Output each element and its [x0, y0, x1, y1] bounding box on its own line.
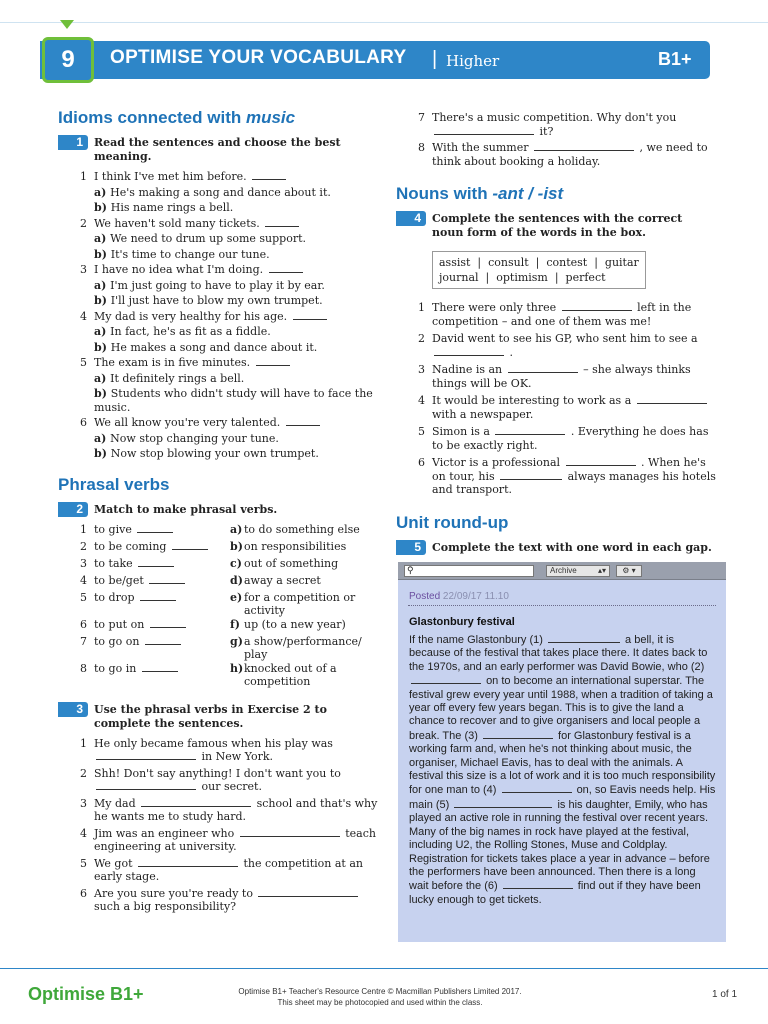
question-text [94, 416, 322, 430]
sentence-part: . [509, 345, 513, 359]
section-title-idioms: Idioms connected with music [58, 108, 296, 127]
answer-blank [138, 857, 238, 867]
item-text: out of something [244, 556, 339, 570]
item-number: 1 [80, 522, 87, 536]
sentence-part: always manages his hotels and transport. [432, 469, 716, 496]
item-label: to give [94, 522, 132, 536]
gear-icon: ⚙ ▾ [622, 566, 636, 575]
question-stem: We all know you're very talented. [94, 416, 281, 429]
option-text: It's time to change our tune. [110, 247, 270, 261]
answer-blank [637, 394, 707, 404]
answer-blank [258, 887, 358, 897]
answer-blank [286, 416, 320, 426]
exercise-number: 1 [58, 135, 88, 150]
sentence-number: 6 [80, 886, 87, 900]
question [80, 310, 378, 324]
answer-blank [150, 618, 186, 628]
sentence-text [432, 141, 716, 168]
sentence-part: Simon is a [432, 425, 490, 438]
item-text [94, 635, 183, 662]
item-number: 8 [80, 661, 87, 675]
exercise-instruction: Complete the sentences with the correct noun form of the words in the box. [432, 212, 683, 239]
option-a [80, 186, 378, 200]
answer-blank [562, 301, 632, 311]
item-letter: d) [230, 573, 243, 587]
sentence-part: We got [94, 856, 133, 870]
option-letter: b) [94, 447, 111, 460]
phrasal-left-item [80, 540, 216, 557]
answer-blank [534, 141, 634, 151]
sentence [418, 394, 716, 421]
answer-blank [495, 425, 565, 435]
sentence-part: With the summer [432, 141, 529, 154]
item-letter: a) [230, 522, 243, 536]
phrasal-right-list [230, 523, 370, 689]
sentence-part: such a big responsibility? [94, 900, 237, 913]
answer-blank [172, 540, 208, 550]
sentence [80, 887, 378, 914]
sentence [418, 111, 716, 138]
posted-label: Posted [409, 591, 441, 602]
sentence-number: 3 [80, 796, 87, 810]
answer-blank [252, 170, 286, 180]
dropdown-arrows-icon: ▴▾ [597, 566, 606, 575]
sentence-part: – she always thinks things will be OK. [432, 363, 691, 390]
option-text: I'm just going to have to play it by ear. [110, 278, 325, 292]
gap-blank [454, 798, 552, 808]
phrasal-right-item [230, 618, 370, 635]
sentence-number: 5 [418, 425, 425, 438]
sentence-part: the competition at an early stage. [94, 856, 363, 883]
sentence-part: There's a music competition. Why don't you [432, 111, 677, 124]
level-label: Higher [446, 52, 500, 70]
question-stem: I think I've met him before. [94, 170, 247, 183]
option-letter: a) [94, 431, 111, 445]
blog-text: If the name Glastonbury (1) a bell, it is because of the festival that takes place there. It dates back to the 1970s, and an early performer was David Bowie, who (2) on to become an international superstar. The festival grew every year until 1988, when a tradition of taking a year off every few years began. This is to give the land a chance to recover and to give organisers and local people a break. The (3) for Glastonbury festival is a working farm and, when he's not thinking about music, the organiser, Michael Eavis, has to deal with the animals. A festival this size is a lot of work and it is too much responsibility for one man to (4) on, so Eavis needs help. His main (5) is his daughter, Emily, who has played an active role in running the festival over recent years. Many of the big names in rock have played at the festival, including U2, the Rolling Stones, Muse and Coldplay. Registration for tickets takes place a year in advance – before the performers have been announced. Then there is a long wait before the (6) find out if they have been lucky enough to get tickets. [409, 634, 716, 906]
option-letter: b) [94, 247, 111, 261]
sentence [418, 425, 716, 452]
blog-panel [398, 562, 726, 942]
phrasal-left-item [80, 557, 216, 574]
sentence-part: left in the competition – and one of them was me! [432, 301, 692, 328]
option-letter: b) [94, 387, 111, 400]
phrasal-right-item [230, 591, 370, 618]
sentence-text [94, 737, 378, 764]
sentence [80, 767, 378, 794]
option-text: We need to drum up some support. [110, 232, 307, 245]
phrasal-right-item [230, 557, 370, 574]
sentence-part: Jim was an engineer who [94, 826, 235, 840]
option-b [80, 387, 378, 414]
sentence-part: . Everything he does has to be exactly right. [432, 425, 709, 452]
item-number: 2 [80, 539, 87, 553]
answer-blank [240, 827, 340, 837]
item-label: to be/get [94, 573, 144, 587]
exercise-instruction: Read the sentences and choose the best meaning. [94, 136, 341, 163]
exercise-4-items [396, 301, 716, 497]
answer-blank [137, 523, 173, 533]
option-text: Now stop blowing your own trumpet. [110, 447, 319, 460]
answer-blank [265, 217, 299, 227]
footer-rule [0, 968, 768, 969]
option-letter: a) [94, 325, 111, 338]
item-text [94, 540, 210, 557]
sentence-number: 7 [418, 111, 425, 124]
triangle-marker-icon [60, 20, 74, 29]
question-text [94, 170, 288, 184]
answer-blank [96, 750, 196, 760]
item-letter: c) [230, 556, 242, 570]
item-text [94, 618, 188, 635]
question-number: 2 [80, 216, 87, 230]
question [80, 263, 378, 277]
item-text [94, 557, 176, 574]
sentence-number: 3 [418, 363, 425, 376]
item-letter: b) [230, 539, 243, 553]
answer-blank [500, 470, 562, 480]
sentence-part: It would be interesting to work as a [432, 394, 632, 407]
answer-blank [96, 780, 196, 790]
sentence-part: David went to see his GP, who sent him to see a [432, 332, 698, 345]
item-letter: h) [230, 661, 244, 675]
answer-blank [293, 310, 327, 320]
footer-logo: Optimise B1+ [28, 984, 144, 1004]
answer-blank [138, 557, 174, 567]
exercise-number: 5 [396, 540, 426, 555]
option-text: His name rings a bell. [110, 201, 234, 214]
exercise-3-items [58, 737, 378, 914]
question-text [94, 263, 305, 277]
item-number: 4 [80, 573, 87, 587]
option-b [80, 294, 378, 308]
item-text: away a secret [244, 573, 321, 587]
option-text: Students who didn't study will have to face the music. [94, 387, 373, 414]
option-b [80, 341, 378, 355]
item-text [94, 591, 178, 618]
item-label: to be coming [94, 539, 167, 553]
option-text: He makes a song and dance about it. [110, 340, 318, 354]
answer-blank [256, 356, 290, 366]
item-text [94, 523, 175, 540]
item-number: 6 [80, 617, 87, 631]
settings-dropdown[interactable] [616, 565, 642, 577]
post-meta [398, 580, 726, 602]
option-text: I'll just have to blow my own trumpet. [110, 294, 323, 307]
exercise-number: 2 [58, 502, 88, 517]
section-title-phrasal-verbs: Phrasal verbs [58, 474, 170, 494]
phrasal-left-item [80, 618, 216, 635]
phrasal-right-item [230, 574, 370, 591]
footer-copyright: Optimise B1+ Teacher's Resource Centre © Macmillan Publishers Limited 2017. This sheet may be photocopied and used within the class. [238, 987, 522, 1007]
sentence-part: Victor is a professional [432, 456, 561, 469]
sentence-number: 4 [80, 826, 87, 840]
sentence-part: with a newspaper. [432, 407, 534, 421]
option-a [80, 325, 378, 339]
item-text: knocked out of a competition [244, 661, 337, 688]
exercise-number: 3 [58, 702, 88, 717]
answer-blank [434, 125, 534, 135]
item-number: 5 [80, 590, 87, 604]
option-letter: a) [94, 371, 111, 385]
item-label: to go in [94, 661, 137, 675]
sentence-number: 4 [418, 394, 425, 407]
gap-blank [483, 729, 553, 739]
sentence-part: school and that's why he wants me to study hard. [94, 796, 378, 823]
sentence [418, 301, 716, 328]
word-box: assist | consult | contest | guitar journal | optimism | perfect [432, 251, 646, 289]
sentence-number: 2 [80, 766, 87, 780]
option-letter: b) [94, 340, 111, 354]
sentence [80, 827, 378, 854]
item-number: 7 [80, 634, 87, 648]
option-b [80, 447, 378, 461]
option-text: In fact, he's as fit as a fiddle. [110, 325, 271, 338]
exercise-5-header [396, 541, 716, 555]
question-stem: We haven't sold many tickets. [94, 216, 260, 230]
sentence-part: teach engineering at university. [94, 826, 376, 853]
item-letter: g) [230, 634, 243, 648]
exercise-3-header [58, 703, 378, 731]
option-letter: b) [94, 294, 111, 307]
sentence-part: it? [539, 124, 554, 138]
sentence-text [432, 301, 716, 328]
sentence-number: 5 [80, 856, 87, 870]
left-column [58, 108, 378, 914]
question-text [94, 217, 301, 231]
question [80, 170, 378, 184]
question-number: 1 [80, 170, 87, 183]
phrasal-right-item [230, 662, 370, 689]
sentence-part: Shh! Don't say anything! I don't want you to [94, 766, 341, 780]
question-text [94, 310, 329, 324]
option-a [80, 432, 378, 446]
question-stem: The exam is in five minutes. [94, 356, 251, 369]
answer-blank [142, 662, 178, 672]
option-letter: a) [94, 232, 111, 245]
option-letter: b) [94, 201, 111, 214]
phrasal-left-item [80, 662, 216, 679]
archive-dropdown[interactable]: Archive ▴▾ [546, 565, 610, 577]
section-title-nouns: Nouns with -ant / -ist [396, 184, 564, 203]
search-input[interactable] [404, 565, 534, 577]
option-letter: a) [94, 278, 111, 292]
phrasal-right-item [230, 635, 370, 662]
top-rule [0, 22, 768, 23]
sentence [418, 456, 716, 497]
sentence-part: . When he's on tour, his [432, 456, 706, 483]
sentence-part: He only became famous when his play was [94, 736, 333, 750]
exercise-2-header [58, 503, 378, 517]
sentence-part: My dad [94, 796, 136, 810]
question [80, 416, 378, 430]
sentence-text [94, 827, 378, 854]
item-number: 3 [80, 556, 87, 570]
option-b [80, 248, 378, 262]
answer-blank [141, 797, 251, 807]
phrasal-left-list [80, 523, 230, 689]
option-letter: a) [94, 185, 111, 199]
question-stem: I have no idea what I'm doing. [94, 263, 264, 276]
item-label: to put on [94, 617, 145, 631]
sentence-number: 1 [418, 301, 425, 314]
answer-blank [508, 363, 578, 373]
phrasal-right-item [230, 523, 370, 540]
sentence-part: There were only three [432, 301, 557, 314]
phrasal-left-item [80, 635, 216, 662]
sentence-text [432, 456, 716, 497]
sentence [80, 797, 378, 824]
item-text: up (to a new year) [244, 617, 346, 631]
answer-blank [149, 574, 185, 584]
question [80, 217, 378, 231]
gap-blank [503, 879, 573, 889]
phrasal-left-item [80, 591, 216, 618]
item-letter: e) [230, 590, 243, 604]
sentence-part: , we need to think about booking a holiday. [432, 141, 708, 168]
unit-number: 9 [42, 37, 94, 83]
item-label: to go on [94, 634, 140, 648]
item-label: to take [94, 556, 133, 570]
sentence-text [94, 857, 378, 884]
item-text [94, 662, 180, 679]
sentence [80, 857, 378, 884]
item-label: to drop [94, 590, 135, 604]
level-code: B1+ [658, 49, 692, 69]
sentence [418, 141, 716, 168]
sentence-number: 1 [80, 736, 87, 750]
answer-blank [566, 456, 636, 466]
sentence-text [94, 797, 378, 824]
exercise-1-header [58, 136, 378, 164]
exercise-2-items [58, 523, 378, 689]
gap-blank [411, 674, 481, 684]
option-text: He's making a song and dance about it. [110, 185, 331, 199]
exercise-instruction: Match to make phrasal verbs. [94, 502, 278, 516]
option-text: Now stop changing your tune. [110, 431, 279, 445]
sentence-text [94, 887, 378, 914]
gap-blank [502, 783, 572, 793]
answer-blank [434, 346, 504, 356]
item-text: for a competition or activity [244, 590, 356, 617]
sentence-part: our secret. [201, 780, 262, 793]
posted-date: 22/09/17 11.10 [442, 591, 509, 602]
sentence-number: 6 [418, 456, 425, 469]
sentence-part: Nadine is an [432, 363, 503, 376]
search-icon: ⚲ [407, 566, 414, 576]
answer-blank [140, 591, 176, 601]
answer-blank [145, 635, 181, 645]
phrasal-right-item [230, 540, 370, 557]
exercise-instruction: Use the phrasal verbs in Exercise 2 to complete the sentences. [94, 702, 327, 730]
question-number: 6 [80, 416, 87, 429]
option-a [80, 232, 378, 246]
sentence [418, 332, 716, 359]
sentence-text [432, 394, 716, 421]
sentence-part: Are you sure you're ready to [94, 886, 253, 900]
sentence-text [94, 767, 378, 794]
question-number: 5 [80, 356, 87, 369]
blog-toolbar [398, 562, 726, 580]
item-letter: f) [230, 617, 240, 631]
question-number: 4 [80, 309, 87, 323]
item-text: to do something else [244, 522, 360, 536]
item-text: a show/performance/ play [244, 634, 362, 661]
question-text [94, 356, 292, 370]
page-title: OPTIMISE YOUR VOCABULARY [110, 47, 407, 68]
question-stem: My dad is very healthy for his age. [94, 309, 288, 323]
item-text: on responsibilities [244, 539, 347, 553]
exercise-number: 4 [396, 211, 426, 226]
sentence-text [432, 363, 716, 390]
question [80, 356, 378, 370]
section-title-round-up: Unit round-up [396, 512, 509, 532]
sentence-text [432, 332, 716, 359]
right-column [396, 108, 716, 561]
sentence-part: in New York. [201, 750, 273, 763]
exercise-1-items [58, 170, 378, 461]
item-text [94, 574, 187, 591]
gap-blank [548, 633, 620, 643]
option-b [80, 201, 378, 215]
phrasal-left-item [80, 523, 216, 540]
blog-title: Glastonbury festival [409, 616, 515, 628]
sentence-number: 2 [418, 332, 425, 345]
sentence [80, 737, 378, 764]
sentence-text [432, 111, 716, 138]
option-text: It definitely rings a bell. [110, 371, 245, 385]
sentence-number: 8 [418, 141, 425, 154]
option-a [80, 372, 378, 386]
phrasal-left-item [80, 574, 216, 591]
question-number: 3 [80, 263, 87, 276]
page-number: 1 of 1 [712, 989, 738, 1000]
exercise-instruction: Complete the text with one word in each gap. [432, 540, 712, 554]
exercise-3-items-continued [396, 111, 716, 168]
title-separator: | [432, 48, 438, 70]
sentence [418, 363, 716, 390]
answer-blank [269, 263, 303, 273]
exercise-4-header [396, 212, 716, 240]
sentence-text [432, 425, 716, 452]
option-a [80, 279, 378, 293]
